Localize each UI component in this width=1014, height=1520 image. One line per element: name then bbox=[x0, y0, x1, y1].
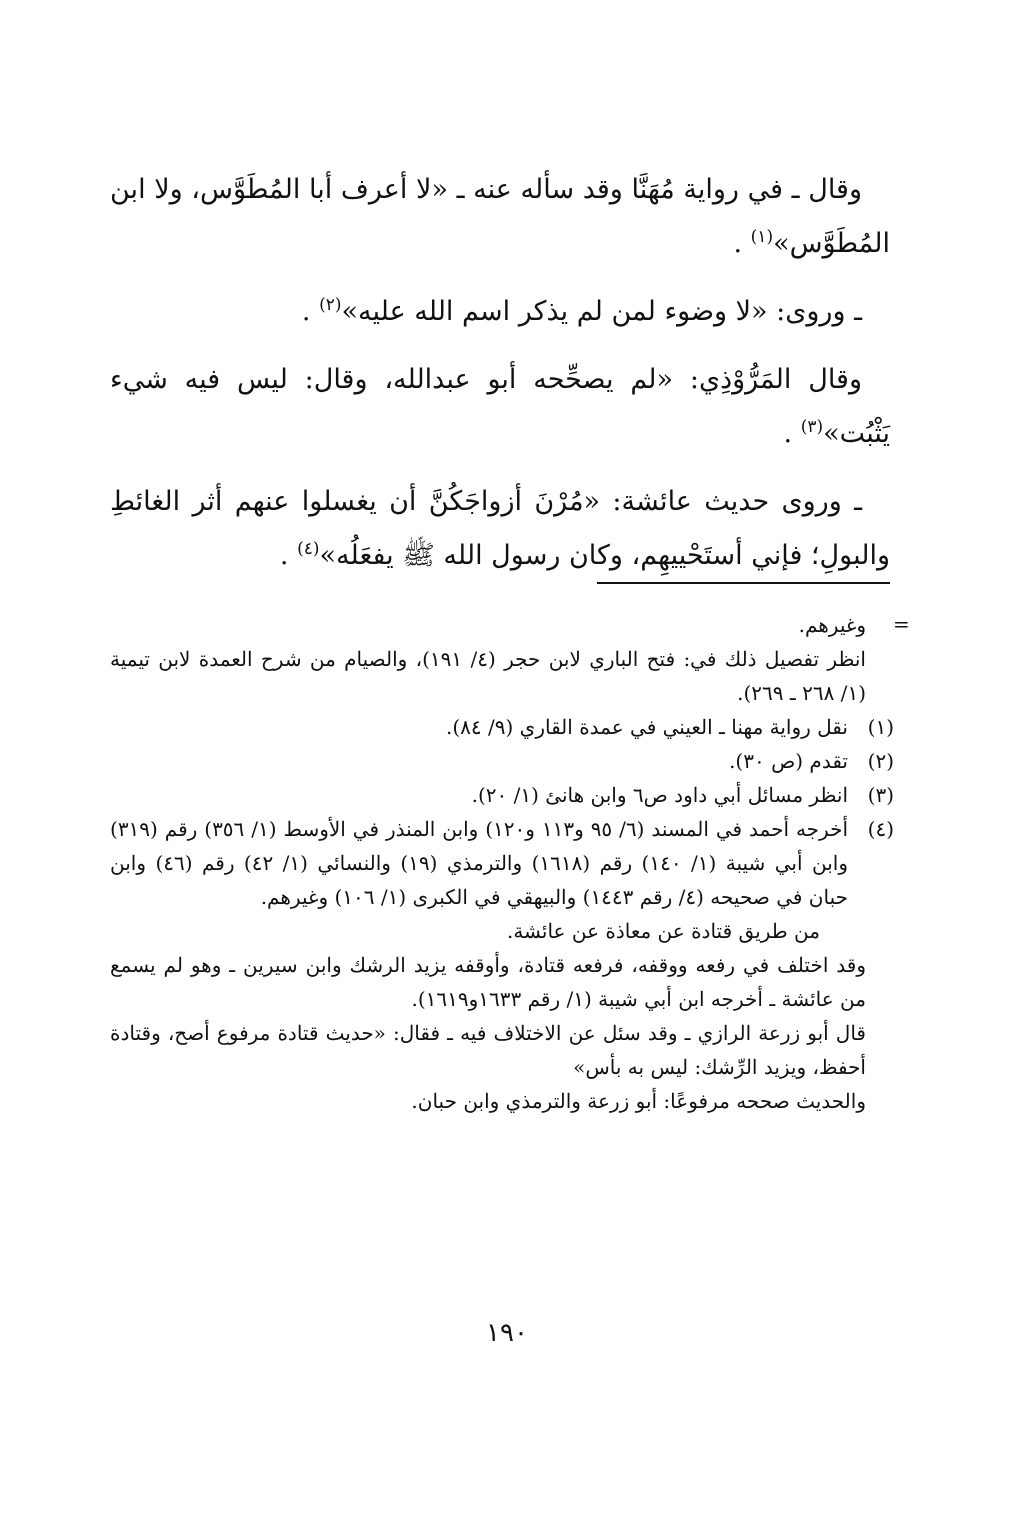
page-number: ١٩٠ bbox=[486, 1318, 528, 1348]
footnote-4-abu-zurah: قال أبو زرعة الرازي ـ وقد سئل عن الاختلاف فيه ـ فقال: «حديث قتادة مرفوع أصح، وقتادة أحفظ، ويزيد الرِّشك: ليس به بأس» bbox=[110, 1021, 866, 1079]
footnote-ref-1: (١) bbox=[750, 227, 774, 247]
paragraph-4 bbox=[110, 475, 890, 583]
footnote-3-number: (٣) bbox=[867, 783, 894, 807]
footnote-ref-3: (٣) bbox=[800, 417, 824, 437]
paragraph-3-text: وقال المَرُّوْذِي: «لم يصحِّحه أبو عبدالله، وقال: ليس فيه شيء يَثْبُت» bbox=[110, 364, 890, 449]
footnote-4-grading: والحديث صححه مرفوعًا: أبو زرعة والترمذي وابن حبان. bbox=[411, 1089, 866, 1113]
footnotes bbox=[110, 608, 894, 1118]
footnote-4 bbox=[110, 812, 894, 914]
footnote-1 bbox=[110, 710, 894, 744]
footnote-continuation-para: انظر تفصيل ذلك في: فتح الباري لابن حجر (٤/ ١٩١)، والصيام من شرح العمدة لابن تيمية (١/ ٢٦٨ ـ ٢٦٩). bbox=[110, 647, 866, 705]
paragraph-2-end: . bbox=[301, 296, 311, 327]
paragraph-1 bbox=[110, 163, 890, 271]
continuation-mark: = bbox=[893, 612, 910, 636]
footnote-4-number: (٤) bbox=[867, 817, 894, 841]
footnote-separator bbox=[597, 582, 890, 584]
paragraph-3-end: . bbox=[783, 418, 793, 449]
footnote-continuation: وغيرهم. bbox=[798, 613, 866, 637]
main-text bbox=[110, 163, 890, 597]
footnote-ref-4: (٤) bbox=[297, 539, 320, 559]
footnote-2-text: تقدم (ص ٣٠). bbox=[729, 749, 848, 773]
paragraph-2 bbox=[110, 285, 890, 339]
paragraph-1-end: . bbox=[733, 228, 743, 259]
footnote-3-text: انظر مسائل أبي داود ص٦ وابن هانئ (١/ ٢٠). bbox=[471, 783, 848, 807]
footnote-1-text: نقل رواية مهنا ـ العيني في عمدة القاري (٩/ ٨٤). bbox=[445, 715, 848, 739]
paragraph-4-end: . bbox=[279, 540, 289, 571]
paragraph-4-text: ـ وروى حديث عائشة: «مُرْنَ أزواجَكُنَّ أن يغسلوا عنهم أثر الغائطِ والبولِ؛ فإني أستَحْييهِم، وكان رسول الله ﷺ يفعَلُه» bbox=[110, 486, 890, 571]
footnote-4-disagreement: وقد اختلف في رفعه ووقفه، فرفعه قتادة، وأوقفه يزيد الرشك وابن سيرين ـ وهو لم يسمع من عائشة ـ أخرجه ابن أبي شيبة (١/ رقم ١٦٣٣و١٦١٩). bbox=[110, 953, 866, 1011]
footnote-4-text: أخرجه أحمد في المسند (٦/ ٩٥ و١١٣ و١٢٠) وابن المنذر في الأوسط (١/ ٣٥٦) رقم (٣١٩) وابن أبي شيبة (١/ ١٤٠) رقم (١٦١٨) والترمذي (١٩) والنسائي (١/ ٤٢) رقم (٤٦) وابن حبان في صحيحه (٤/ رقم ١٤٤٣) والبيهقي في الكبرى (١/ ١٠٦) وغيرهم. bbox=[110, 817, 848, 909]
footnote-ref-2: (٢) bbox=[319, 295, 342, 315]
paragraph-1-text: وقال ـ في رواية مُهَنَّا وقد سأله عنه ـ «لا أعرف أبا المُطَوَّس، ولا ابن المُطَوَّس» bbox=[110, 174, 890, 259]
footnote-1-number: (١) bbox=[867, 715, 894, 739]
footnote-3 bbox=[110, 778, 894, 812]
footnote-2-number: (٢) bbox=[867, 749, 894, 773]
paragraph-3 bbox=[110, 353, 890, 461]
paragraph-2-text: ـ وروى: «لا وضوء لمن لم يذكر اسم الله عليه» bbox=[341, 296, 862, 327]
footnote-2 bbox=[110, 744, 894, 778]
footnote-4-chain: من طريق قتادة عن معاذة عن عائشة. bbox=[506, 919, 820, 943]
